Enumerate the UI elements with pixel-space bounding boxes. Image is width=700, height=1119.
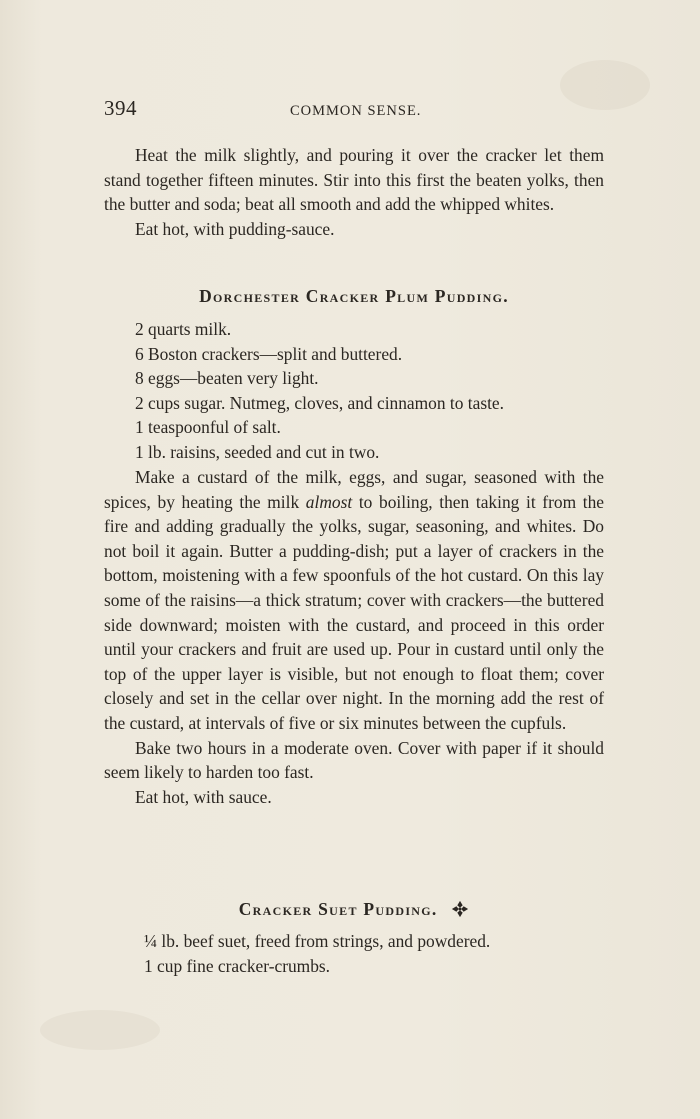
ingredient-line: 1 lb. raisins, seeded and cut in two. xyxy=(135,441,380,462)
ingredient-line: 8 eggs—beaten very light. xyxy=(135,368,319,389)
intro-paragraph: Heat the milk slightly, and pouring it over the cracker let them stand together fifteen minutes. Stir into this first the beaten yolks, then the butter and soda; beat all smooth and add the whipped whites. xyxy=(104,145,604,215)
ingredient-line: 1 teaspoonful of salt. xyxy=(135,417,281,438)
maltese-cross-icon xyxy=(451,900,469,918)
serve-paragraph: Eat hot, with sauce. xyxy=(135,786,272,807)
method-text-start: Make a custard of the milk, eggs, and sugar, seasoned with the spices, by heating the milk xyxy=(104,467,604,512)
page-header xyxy=(104,96,604,126)
recipe-title: Dorchester Cracker Plum Pudding. xyxy=(199,286,509,306)
method-text-end: to boiling, then taking it from the fire and adding gradually the yolks, sugar, seasoning, and whites. Do not boil it again. Butter a pudding-dish; put a layer of crackers in the bottom, moistening with a few spoonfuls of the hot custard. On this lay some of the raisins—a thick stratum; cover with crackers—the buttered side downward; moisten with the custard, and proceed in this order until your crackers and fruit are used up. Pour in custard until only the top of the upper layer is visible, but not enough to float them; cover closely and set in the cellar over night. In the morning add the rest of the custard, at intervals of five or six minutes between the cupfuls. xyxy=(104,491,604,733)
paper-stain xyxy=(40,1010,160,1050)
intro-text xyxy=(104,143,604,241)
intro-serve-note: Eat hot, with pudding-sauce. xyxy=(135,218,335,239)
ingredient-line: 6 Boston crackers—split and buttered. xyxy=(135,343,403,364)
method-emphasis: almost xyxy=(305,491,353,512)
ingredient-line: 2 cups sugar. Nutmeg, cloves, and cinnamon to taste. xyxy=(135,392,504,413)
recipe2-title-text: Cracker Suet Pudding. xyxy=(238,899,438,919)
ingredient-line: 1 cup fine cracker-crumbs. xyxy=(144,955,331,976)
recipe2-heading-wrap xyxy=(104,897,604,927)
ingredient-line: 2 quarts milk. xyxy=(135,319,232,339)
running-head: COMMON SENSE. xyxy=(290,103,422,119)
ingredient-line: ¼ lb. beef suet, freed from strings, and powdered. xyxy=(144,931,491,951)
page-number: 394 xyxy=(104,96,137,120)
recipe2-ingredients xyxy=(104,929,604,978)
bake-paragraph: Bake two hours in a moderate oven. Cover with paper if it should seem likely to harden too fast. xyxy=(104,737,604,783)
method-paragraph xyxy=(104,465,604,736)
recipe1-ingredients xyxy=(104,317,604,465)
recipe-title xyxy=(104,897,604,922)
recipe1-heading-wrap xyxy=(104,284,604,314)
recipe1-method xyxy=(104,465,604,809)
